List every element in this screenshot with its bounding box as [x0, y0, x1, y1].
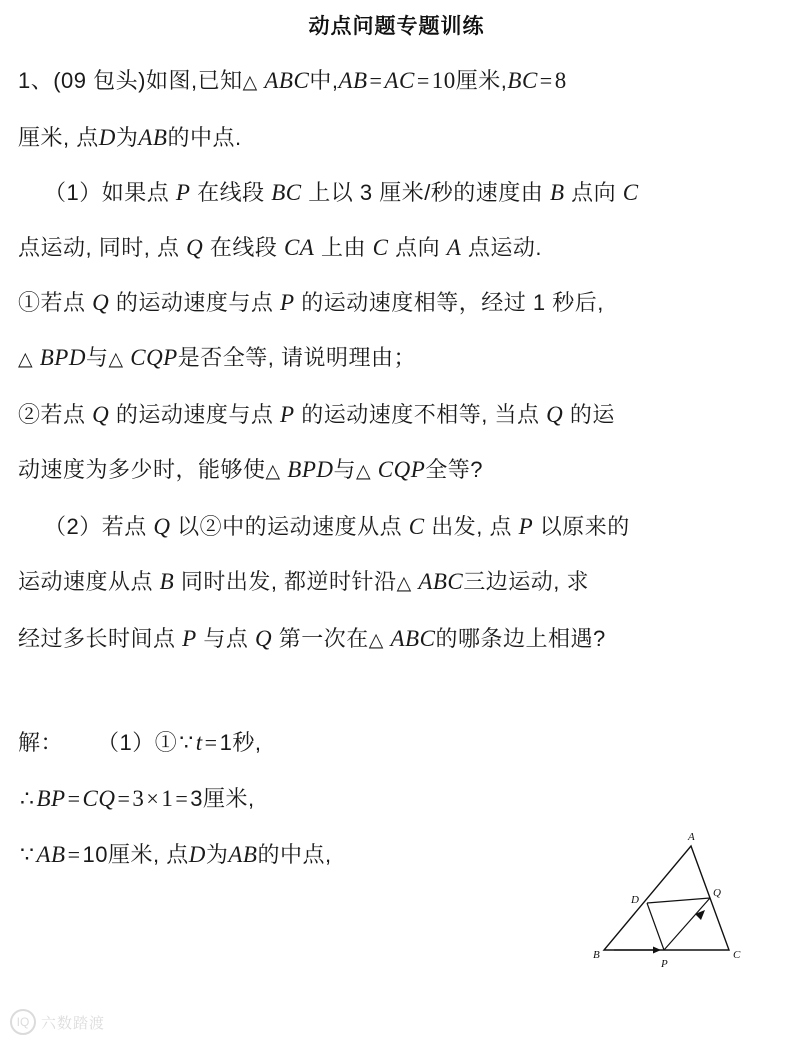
watermark: [10, 1009, 105, 1035]
value-three: 3: [132, 786, 145, 811]
part2-text-f: 同时出发, 都逆时针沿: [180, 569, 397, 594]
part1-text-i: 点运动.: [467, 235, 543, 260]
problem-text-e: 的中点.: [167, 125, 242, 150]
solution-sub-marker: ①: [154, 730, 178, 755]
watermark-logo-icon: IQ: [10, 1009, 36, 1035]
variable-t: t: [195, 730, 203, 755]
problem-text-c: 厘米, 点: [18, 125, 99, 150]
part2-text-i: 与点: [203, 626, 249, 651]
part2-text-g: 三边运动, 求: [463, 569, 589, 594]
label-bpd: BPD: [39, 345, 86, 370]
value-ten: 10: [431, 68, 456, 93]
label-ca: CA: [283, 235, 315, 260]
label-cqp-2: CQP: [377, 457, 426, 482]
section-gap: [18, 669, 775, 715]
label-bp: BP: [36, 786, 66, 811]
part1-text-f: 在线段: [209, 235, 278, 260]
sub2-text-d: 的运: [569, 402, 615, 427]
sub2-marker: ②: [18, 402, 41, 427]
label-c: C: [622, 180, 639, 205]
solution-text-mid: 的中点,: [257, 842, 332, 867]
times-symbol: ×: [146, 786, 160, 811]
value-one: 1: [161, 786, 174, 811]
solution-line2: [18, 771, 775, 827]
part2-text-j: 第一次在: [278, 626, 369, 651]
part1-label: （1）: [44, 180, 102, 205]
value-eight: 8: [554, 68, 567, 93]
part1-line2: [18, 221, 775, 274]
part2-line1: [18, 500, 775, 553]
part2-text-e: 运动速度从点: [18, 569, 154, 594]
label-ab-3: AB: [36, 842, 66, 867]
sub2-line1: [18, 388, 775, 441]
part2-text-k: 的哪条边上相遇?: [435, 626, 606, 651]
label-p-4: P: [280, 402, 295, 427]
problem-number: 1、(09 包头): [18, 68, 146, 93]
solution-part-label: （1）: [97, 730, 155, 755]
figure-label-d: D: [631, 894, 639, 906]
label-ac: AC: [384, 68, 415, 93]
label-cqp: CQP: [130, 345, 178, 370]
part2-text-c: 出发, 点: [431, 514, 512, 539]
label-abc: ABC: [264, 68, 310, 93]
label-a: A: [446, 235, 462, 260]
label-abc-2: ABC: [418, 569, 464, 594]
label-p-3: P: [280, 290, 295, 315]
label-p-5: P: [518, 514, 534, 539]
label-c-3: C: [408, 514, 425, 539]
triangle-symbol-7: △: [368, 629, 384, 651]
figure-label-b: B: [593, 949, 600, 961]
equals-1: =: [369, 68, 383, 93]
triangle-symbol-5: △: [356, 460, 372, 482]
solution-line1: [18, 715, 775, 771]
figure-label-c: C: [733, 949, 741, 961]
sub2-text-g: 全等?: [425, 457, 483, 482]
triangle-symbol-2: △: [18, 348, 34, 370]
part1-text-a: 如果点: [101, 180, 170, 205]
part1-text-d: 点向: [571, 180, 617, 205]
sub1-line2: [18, 331, 775, 386]
sub1-marker: ①: [18, 290, 41, 315]
part1-line1: [18, 166, 775, 219]
part1-text-g: 上由: [320, 235, 366, 260]
label-q-3: Q: [92, 290, 110, 315]
part2-text-d: 以原来的: [539, 514, 630, 539]
equals-5: =: [67, 786, 81, 811]
triangle-symbol-4: △: [265, 460, 281, 482]
sub1-text-b: 的运动速度与点: [115, 290, 274, 315]
problem-statement-line2: [18, 111, 775, 164]
label-ab-4: AB: [228, 842, 258, 867]
value-one-sec: 1秒,: [219, 730, 262, 755]
watermark-text: 六数踏渡: [41, 1014, 106, 1032]
part2-label: （2）: [44, 514, 102, 539]
problem-statement-line1: [18, 54, 775, 109]
problem-text-a: 如图,已知: [145, 68, 243, 93]
triangle-symbol-6: △: [396, 572, 412, 594]
part1-text-e: 点运动, 同时, 点: [18, 235, 180, 260]
label-q-6: Q: [153, 514, 171, 539]
label-q-7: Q: [254, 626, 273, 651]
solution-label: 解：: [18, 730, 64, 755]
label-ab-2: AB: [138, 125, 168, 150]
sub2-text-e: 动速度为多少时，能够使: [18, 457, 266, 482]
part1-text-h: 点向: [395, 235, 441, 260]
label-d: D: [98, 125, 116, 150]
page-title: 动点问题专题训练: [308, 15, 485, 38]
equals-2: =: [416, 68, 430, 93]
part1-text-b: 在线段: [197, 180, 265, 205]
part2-line2: [18, 555, 775, 610]
solution-text-for: 为: [205, 842, 229, 867]
triangle-symbol: △: [242, 71, 258, 93]
problem-text-b: 中,: [309, 68, 339, 93]
label-p-6: P: [182, 626, 197, 651]
part1-text-c: 上以 3 厘米/秒的速度由: [308, 180, 544, 205]
sub1-line1: [18, 276, 775, 329]
label-bc-2: BC: [271, 180, 302, 205]
value-three-cm: 3厘米,: [190, 786, 255, 811]
label-p: P: [175, 180, 191, 205]
sub2-text-f: 与: [333, 457, 356, 482]
equals-8: =: [67, 842, 81, 867]
label-abc-3: ABC: [390, 626, 436, 651]
unit-cm-1: 厘米,: [455, 68, 508, 93]
figure-label-p: P: [661, 958, 668, 970]
part2-text-h: 经过多长时间点: [18, 626, 176, 651]
part2-text-a: 若点: [101, 514, 147, 539]
sub2-text-a: 若点: [40, 402, 86, 427]
sub1-text-c: 的运动速度相等，经过 1 秒后,: [301, 290, 604, 315]
problem-text-d: 为: [115, 125, 139, 150]
sub2-line2: [18, 443, 775, 498]
triangle-symbol-3: △: [108, 348, 124, 370]
label-c-2: C: [372, 235, 389, 260]
geometry-figure: [569, 828, 769, 988]
therefore-symbol: ∴: [20, 786, 35, 811]
sub1-text-e: 与: [85, 345, 109, 370]
part2-text-b: 以②中的运动速度从点: [177, 514, 403, 539]
label-b-2: B: [159, 569, 175, 594]
because-symbol-2: ∵: [20, 842, 35, 867]
sub1-text-f: 是否全等, 请说明理由；: [177, 345, 416, 370]
label-q-5: Q: [546, 402, 564, 427]
equals-4: =: [204, 730, 218, 755]
label-cq: CQ: [82, 786, 116, 811]
sub2-text-b: 的运动速度与点: [115, 402, 274, 427]
figure-label-a: A: [688, 831, 695, 843]
part2-line3: [18, 612, 775, 667]
label-bpd-2: BPD: [287, 457, 334, 482]
because-symbol: ∵: [179, 730, 194, 755]
label-bc: BC: [507, 68, 538, 93]
label-q-4: Q: [92, 402, 110, 427]
value-ten-cm: 10厘米, 点: [82, 842, 189, 867]
label-d-2: D: [188, 842, 206, 867]
sub1-text-a: 若点: [40, 290, 86, 315]
label-ab: AB: [338, 68, 368, 93]
label-b: B: [549, 180, 565, 205]
equals-7: =: [175, 786, 189, 811]
equals-6: =: [117, 786, 131, 811]
equals-3: =: [539, 68, 553, 93]
label-q: Q: [186, 235, 204, 260]
figure-label-q: Q: [713, 887, 721, 899]
sub2-text-c: 的运动速度不相等, 当点: [301, 402, 540, 427]
